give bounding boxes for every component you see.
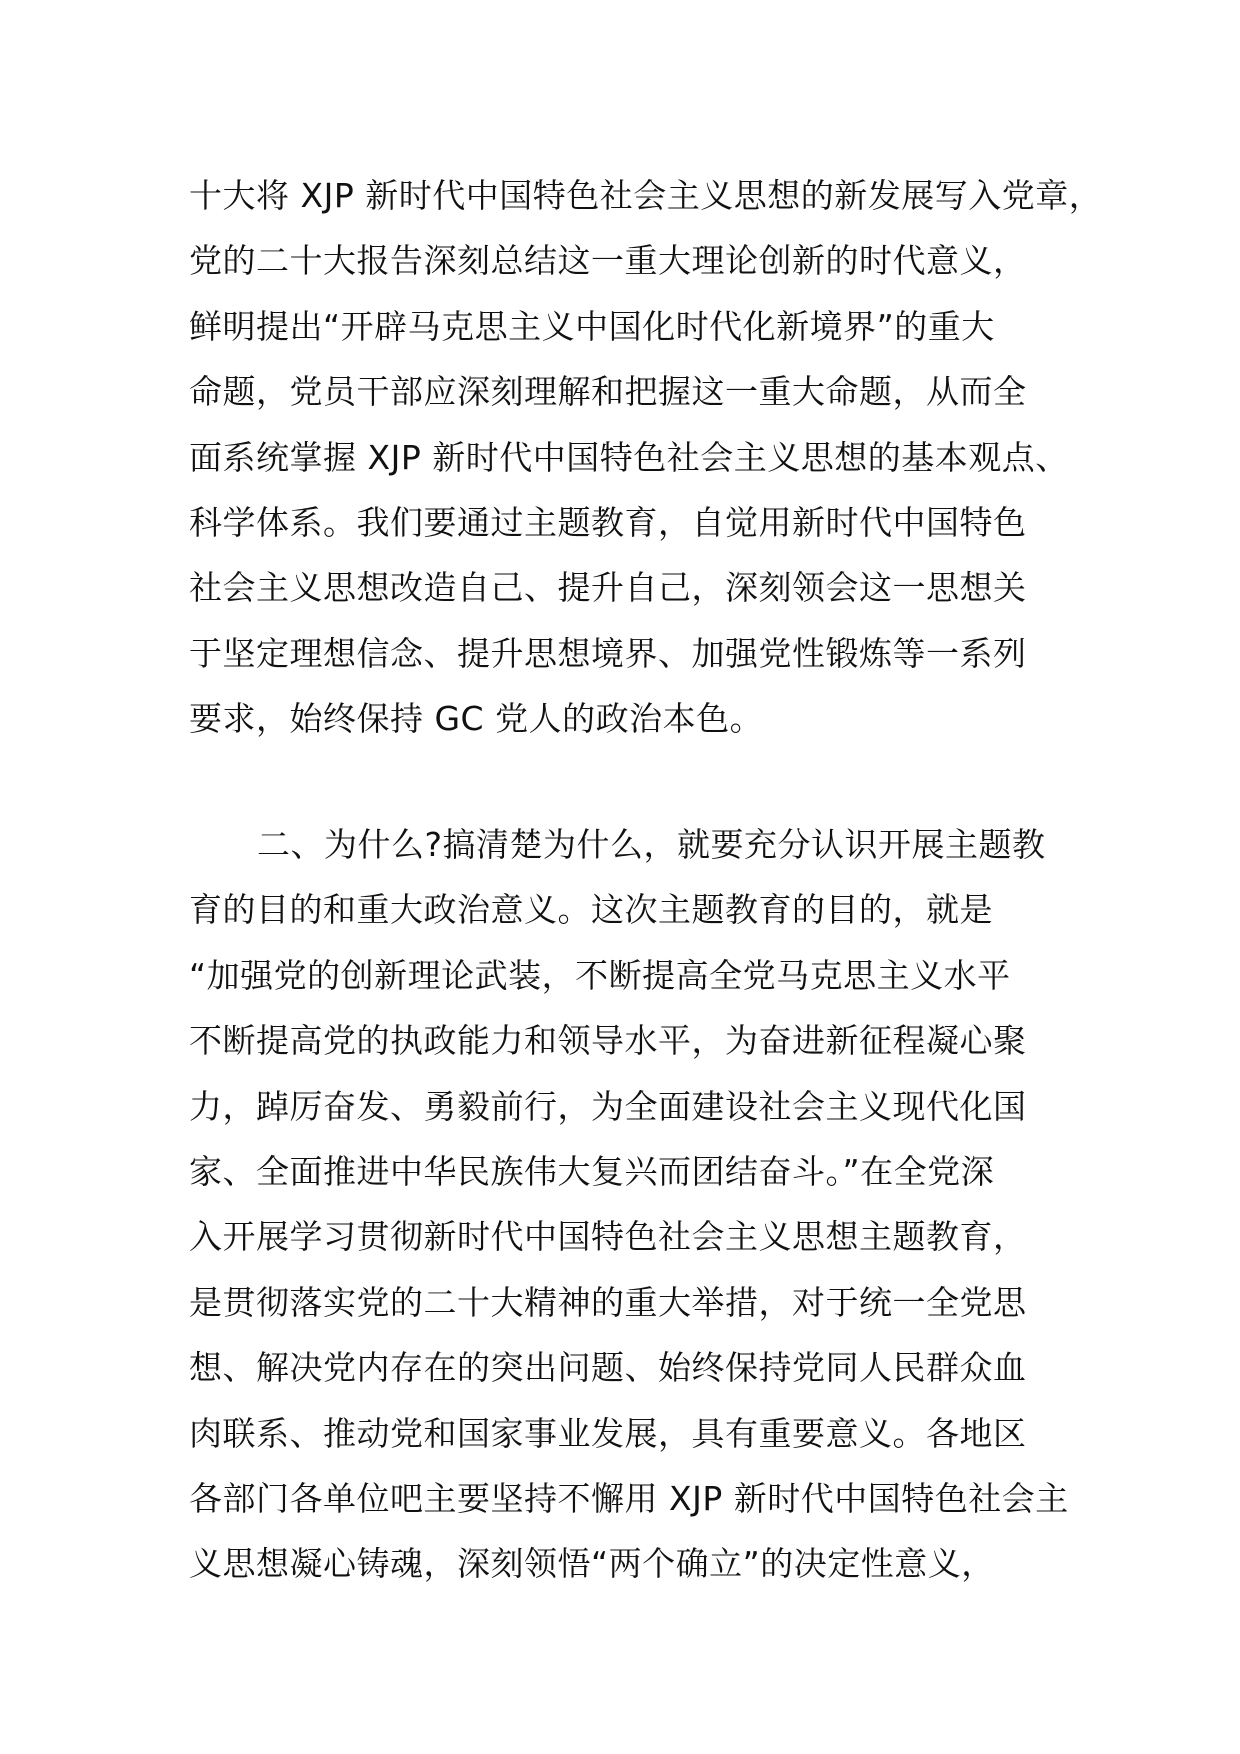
text-line: 各部门各单位吧主要坚持不懈用 XJP 新时代中国特色社会主 [189, 1478, 1069, 1518]
paragraph-1 [189, 163, 1103, 752]
text-line: 要求，始终保持 GC 党人的政治本色。 [189, 699, 764, 739]
text-line: 想、解决党内存在的突出问题、始终保持党同人民群众血 [189, 1348, 1027, 1388]
text-line: 命题，党员干部应深刻理解和把握这一重大命题，从而全 [189, 372, 1027, 412]
text-line: 力，踔厉奋发、勇毅前行，为全面建设社会主义现代化国 [189, 1086, 1027, 1126]
text-line: 十大将 XJP 新时代中国特色社会主义思想的新发展写入党章， [189, 176, 1103, 215]
text-line: 肉联系、推动党和国家事业发展，具有重要意义。各地区 [189, 1413, 1027, 1453]
text-line: 党的二十大报告深刻总结这一重大理论创新的时代意义， [189, 241, 1027, 281]
text-line: 家、全面推进中华民族伟大复兴而团结奋斗。”在全党深 [189, 1151, 995, 1191]
text-line-indented: 二、为什么?搞清楚为什么，就要充分认识开展主题教 [257, 825, 1046, 864]
text-line: 入开展学习贯彻新时代中国特色社会主义思想主题教育， [189, 1217, 1027, 1257]
text-line: “加强党的创新理论武装，不断提高全党马克思主义水平 [189, 955, 1011, 995]
text-line: 科学体系。我们要通过主题教育，自觉用新时代中国特色 [189, 502, 1027, 542]
paragraph-2 [189, 812, 1069, 1597]
text-line: 不断提高党的执政能力和领导水平，为奋进新征程凝心聚 [189, 1021, 1027, 1061]
text-line: 社会主义思想改造自己、提升自己，深刻领会这一思想关 [189, 568, 1027, 608]
text-line: 面系统掌握 XJP 新时代中国特色社会主义思想的基本观点、 [189, 437, 1069, 477]
text-line: 于坚定理想信念、提升思想境界、加强党性锻炼等一系列 [189, 633, 1027, 673]
text-line: 育的目的和重大政治意义。这次主题教育的目的，就是 [189, 890, 993, 930]
text-line: 是贯彻落实党的二十大精神的重大举措，对于统一全党思 [189, 1282, 1027, 1322]
text-line: 鲜明提出“开辟马克思主义中国化时代化新境界”的重大 [189, 306, 995, 346]
text-line: 义思想凝心铸魂，深刻领悟“两个确立”的决定性意义， [189, 1544, 995, 1584]
